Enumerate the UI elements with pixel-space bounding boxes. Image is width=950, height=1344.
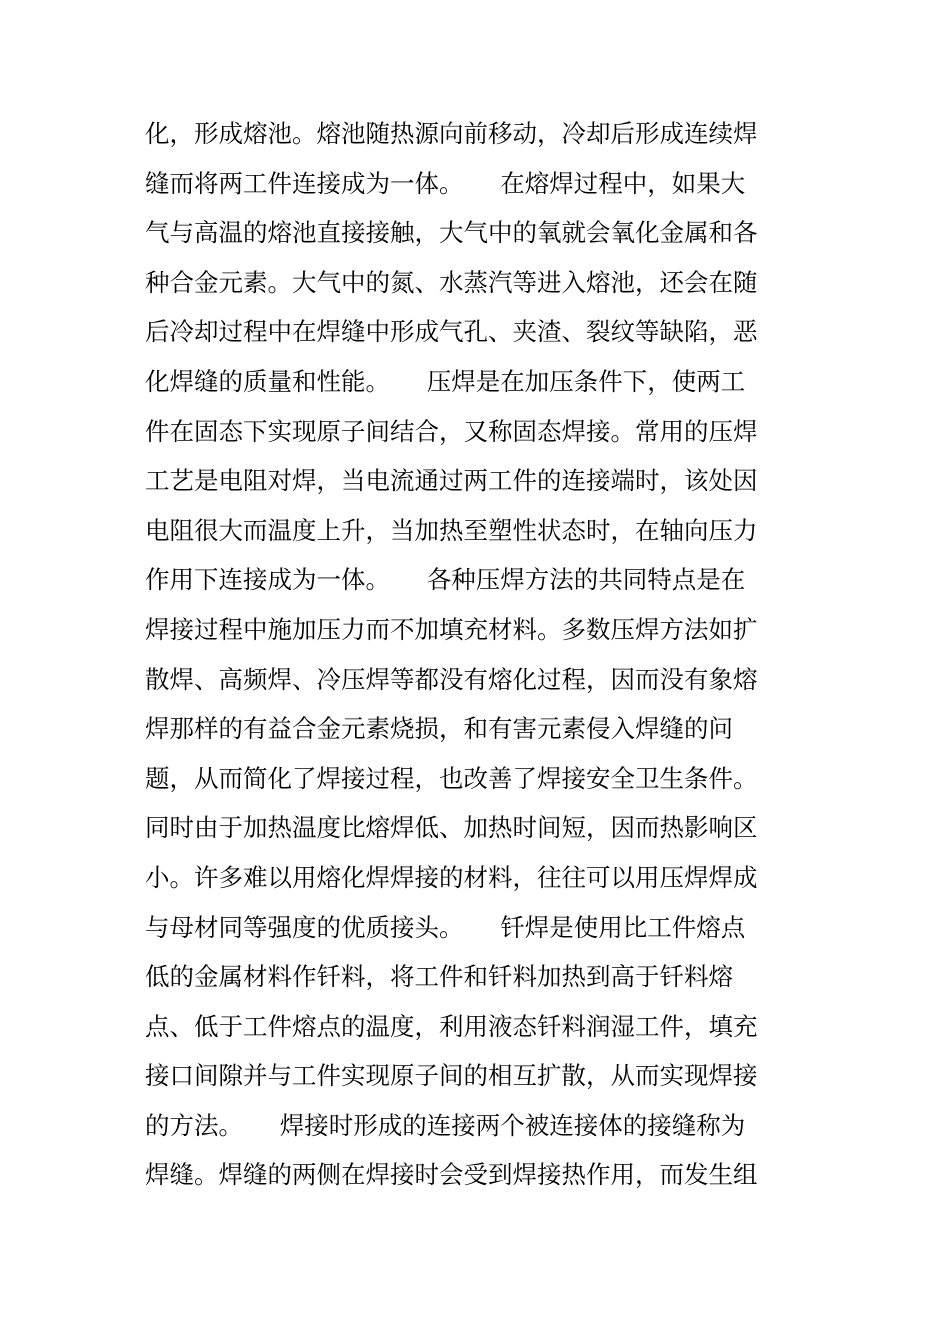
- text-line-20: 接口间隙并与工件实现原子间的相互扩散，从而实现焊接: [145, 1061, 758, 1091]
- text-line-3: 气与高温的熔池直接接触，大气中的氧就会氧化金属和各: [145, 218, 758, 248]
- text-line-9: 电阻很大而温度上升，当加热至塑性状态时，在轴向压力: [145, 515, 758, 545]
- text-line-16: 小。许多难以用熔化焊焊接的材料，往往可以用压焊焊成: [145, 862, 758, 892]
- text-line-2: 缝而将两工件连接成为一体。 在熔焊过程中，如果大: [145, 168, 746, 198]
- text-line-18: 低的金属材料作钎料，将工件和钎料加热到高于钎料熔: [145, 962, 733, 992]
- text-line-19: 点、低于工件熔点的温度，利用液态钎料润湿工件，填充: [145, 1011, 758, 1041]
- text-line-8: 工艺是电阻对焊，当电流通过两工件的连接端时，该处因: [145, 466, 758, 496]
- text-line-11: 焊接过程中施加压力而不加填充材料。多数压焊方法如扩: [145, 614, 758, 644]
- text-line-6: 化焊缝的质量和性能。 压焊是在加压条件下，使两工: [145, 366, 746, 396]
- text-line-12: 散焊、高频焊、冷压焊等都没有熔化过程，因而没有象熔: [145, 664, 758, 694]
- text-line-14: 题，从而简化了焊接过程，也改善了焊接安全卫生条件。: [145, 763, 758, 793]
- text-line-4: 种合金元素。大气中的氮、水蒸汽等进入熔池，还会在随: [145, 267, 758, 297]
- text-line-5: 后冷却过程中在焊缝中形成气孔、夹渣、裂纹等缺陷，恶: [145, 317, 758, 347]
- text-line-21: 的方法。 焊接时形成的连接两个被连接体的接缝称为: [145, 1110, 746, 1140]
- text-line-17: 与母材同等强度的优质接头。 钎焊是使用比工件熔点: [145, 912, 746, 942]
- text-line-1: 化，形成熔池。熔池随热源向前移动，冷却后形成连续焊: [145, 119, 758, 148]
- text-line-22: 焊缝。焊缝的两侧在焊接时会受到焊接热作用，而发生组: [145, 1160, 758, 1190]
- text-line-15: 同时由于加热温度比熔焊低、加热时间短，因而热影响区: [145, 813, 758, 843]
- text-line-13: 焊那样的有益合金元素烧损，和有害元素侵入焊缝的问: [145, 714, 733, 744]
- text-line-7: 件在固态下实现原子间结合，又称固态焊接。常用的压焊: [145, 416, 758, 446]
- text-line-10: 作用下连接成为一体。 各种压焊方法的共同特点是在: [145, 565, 746, 595]
- body-text: [145, 109, 805, 1200]
